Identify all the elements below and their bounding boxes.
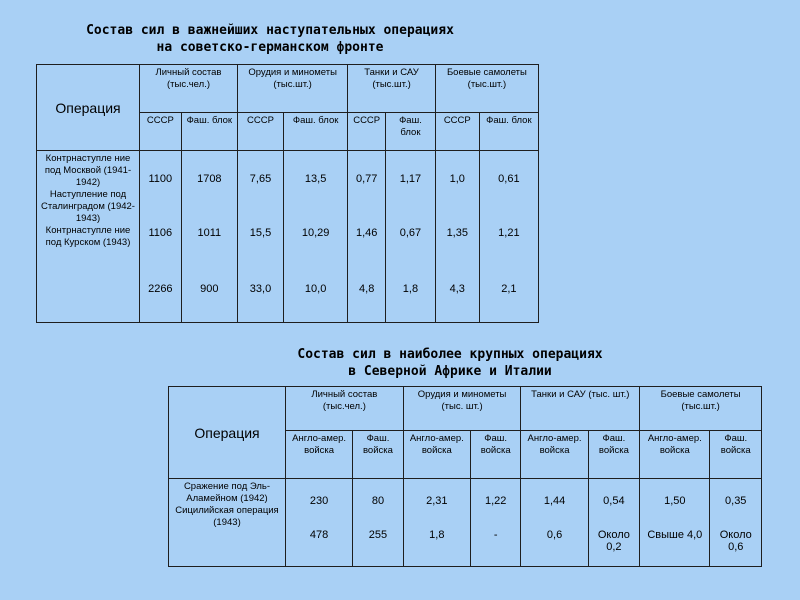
group-header-tanks: Танки и САУ (тыс.шт.) bbox=[348, 65, 436, 113]
value-cell: 230 478 bbox=[286, 479, 353, 567]
sub-header-axis: Фаш. блок bbox=[386, 113, 436, 151]
operations-list: Сражение под Эль-Аламейном (1942) Сицилийская операция (1943) bbox=[169, 479, 286, 567]
value-cell: 1,0 1,35 4,3 bbox=[435, 151, 479, 323]
value-cell: 13,5 10,29 10,0 bbox=[284, 151, 348, 323]
sub-header-allied: Англо-амер. войска bbox=[286, 431, 353, 479]
sub-header-ussr: СССР bbox=[435, 113, 479, 151]
sub-header-axis: Фаш. войска bbox=[470, 431, 521, 479]
value-cell: 0,54 Около 0,2 bbox=[588, 479, 640, 567]
sub-header-axis: Фаш. войска bbox=[353, 431, 404, 479]
sub-header-ussr: СССР bbox=[348, 113, 386, 151]
table-north-africa-italy bbox=[168, 386, 762, 567]
value-cell: 0,35 Около 0,6 bbox=[710, 479, 762, 567]
group-header-artillery: Орудия и минометы (тыс. шт.) bbox=[403, 387, 521, 431]
sub-header-axis: Фаш. блок bbox=[181, 113, 237, 151]
group-header-artillery: Орудия и минометы (тыс.шт.) bbox=[238, 65, 348, 113]
value-cell: 80 255 bbox=[353, 479, 404, 567]
value-cell: 0,61 1,21 2,1 bbox=[479, 151, 538, 323]
value-cell: 1,22 - bbox=[470, 479, 521, 567]
value-cell: 0,77 1,46 4,8 bbox=[348, 151, 386, 323]
operation-header: Операция bbox=[37, 65, 140, 151]
group-header-aircraft: Боевые самолеты (тыс.шт.) bbox=[640, 387, 762, 431]
sub-header-allied: Англо-амер. войска bbox=[640, 431, 710, 479]
operations-list: Контрнаступле ние под Москвой (1941-1942) Наступление под Сталинградом (1942-1943) Контрнаступле ние под Курском (1943) bbox=[37, 151, 140, 323]
group-header-aircraft: Боевые самолеты (тыс.шт.) bbox=[435, 65, 538, 113]
group-header-personnel: Личный состав (тыс.чел.) bbox=[140, 65, 238, 113]
value-cell: 1100 1106 2266 bbox=[140, 151, 182, 323]
operation-header: Операция bbox=[169, 387, 286, 479]
sub-header-ussr: СССР bbox=[140, 113, 182, 151]
value-cell: 1,44 0,6 bbox=[521, 479, 588, 567]
sub-header-ussr: СССР bbox=[238, 113, 284, 151]
table1-title: Состав сил в важнейших наступательных операциях на советско-германском фронте bbox=[86, 23, 454, 55]
sub-header-axis: Фаш. войска bbox=[710, 431, 762, 479]
sub-header-axis: Фаш. блок bbox=[479, 113, 538, 151]
sub-header-allied: Англо-амер. войска bbox=[403, 431, 470, 479]
value-cell: 2,31 1,8 bbox=[403, 479, 470, 567]
sub-header-axis: Фаш. войска bbox=[588, 431, 640, 479]
value-cell: 1,50 Свыше 4,0 bbox=[640, 479, 710, 567]
group-header-personnel: Личный состав (тыс.чел.) bbox=[286, 387, 404, 431]
value-cell: 1,17 0,67 1,8 bbox=[386, 151, 436, 323]
value-cell: 1708 1011 900 bbox=[181, 151, 237, 323]
value-cell: 7,65 15,5 33,0 bbox=[238, 151, 284, 323]
table-soviet-german-front bbox=[36, 64, 539, 323]
sub-header-allied: Англо-амер. войска bbox=[521, 431, 588, 479]
table2-title: Состав сил в наиболее крупных операциях в Северной Африке и Италии bbox=[297, 347, 603, 379]
sub-header-axis: Фаш. блок bbox=[284, 113, 348, 151]
group-header-tanks: Танки и САУ (тыс. шт.) bbox=[521, 387, 640, 431]
